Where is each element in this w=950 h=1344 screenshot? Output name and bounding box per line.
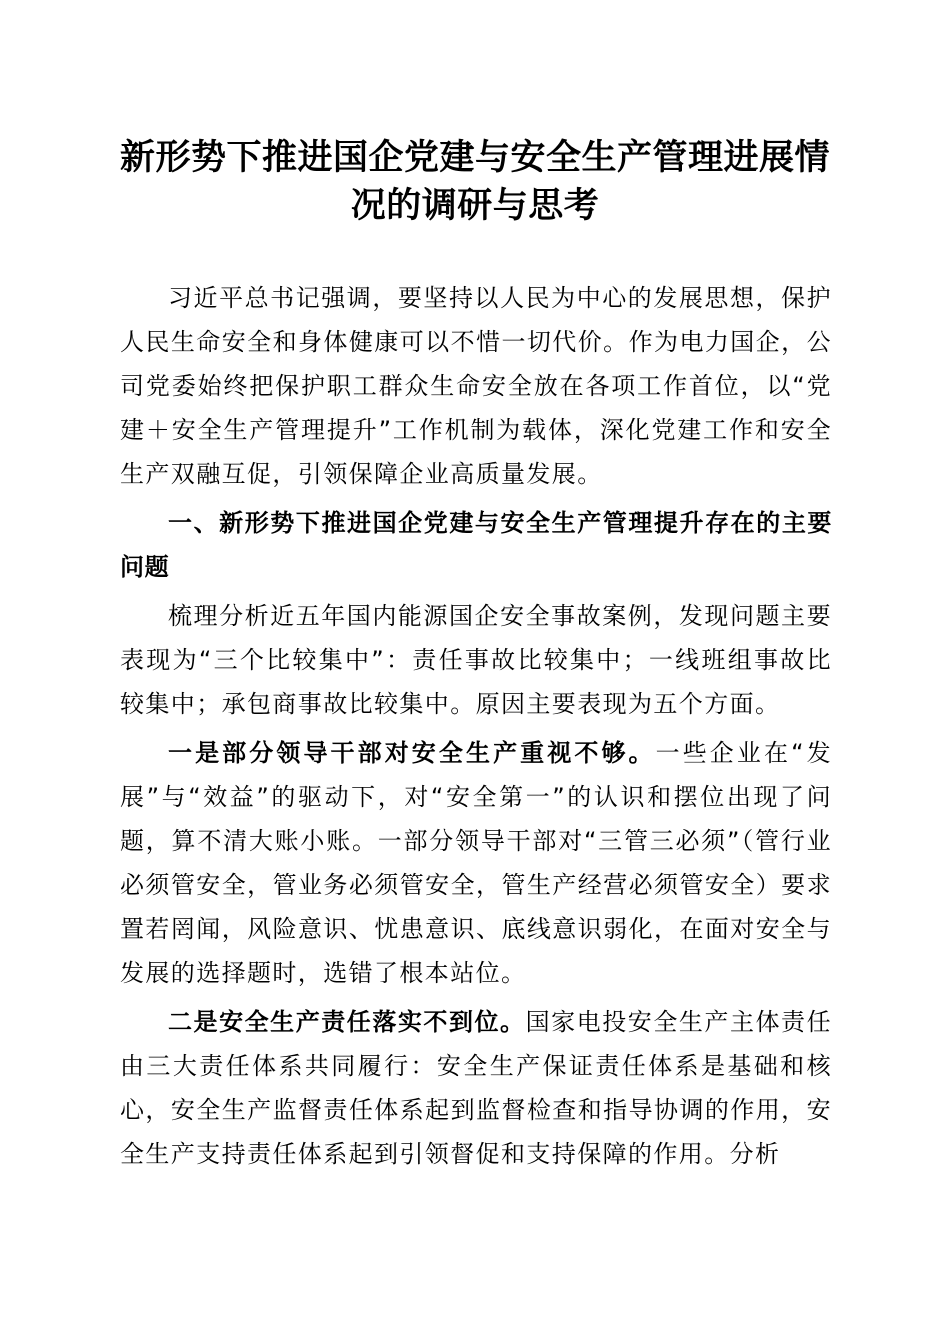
section-heading-1: 一、新形势下推进国企党建与安全生产管理提升存在的主要问题 bbox=[120, 509, 832, 581]
point-2-paragraph bbox=[120, 1000, 832, 1176]
point-1-lead: 一是部分领导干部对安全生产重视不够。 bbox=[168, 739, 656, 767]
point-2-text: 国家电投安全生产主体责任由三大责任体系共同履行：安全生产保证责任体系是基础和核心，安全生产监督责任体系起到监督检查和指导协调的作用，安全生产支持责任体系起到引领督促和支持保障的作用。分析 bbox=[120, 1008, 832, 1168]
point-1-text: 一些企业在“发展”与“效益”的驱动下，对“安全第一”的认识和摆位出现了问题，算不清大账小账。一部分领导干部对“三管三必须”（管行业必须管安全，管业务必须管安全，管生产经营必须管安全）要求置若罔闻，风险意识、忧患意识、底线意识弱化，在面对安全与发展的选择题时，选错了根本站位。 bbox=[120, 739, 832, 987]
point-2-lead: 二是安全生产责任落实不到位。 bbox=[168, 1008, 526, 1036]
document-title: 新形势下推进国企党建与安全生产管理进展情况的调研与思考 bbox=[119, 137, 830, 226]
section-1-paragraph: 梳理分析近五年国内能源国企安全事故案例，发现问题主要表现为“三个比较集中”：责任事故比较集中；一线班组事故比较集中；承包商事故比较集中。原因主要表现为五个方面。 bbox=[120, 602, 832, 718]
point-1-paragraph bbox=[120, 731, 832, 995]
document-body bbox=[120, 276, 832, 1176]
intro-paragraph: 习近平总书记强调，要坚持以人民为中心的发展思想，保护人民生命安全和身体健康可以不惜一切代价。作为电力国企，公司党委始终把保护职工群众生命安全放在各项工作首位，以“党建＋安全生产管理提升”工作机制为载体，深化党建工作和安全生产双融互促，引领保障企业高质量发展。 bbox=[120, 284, 832, 488]
